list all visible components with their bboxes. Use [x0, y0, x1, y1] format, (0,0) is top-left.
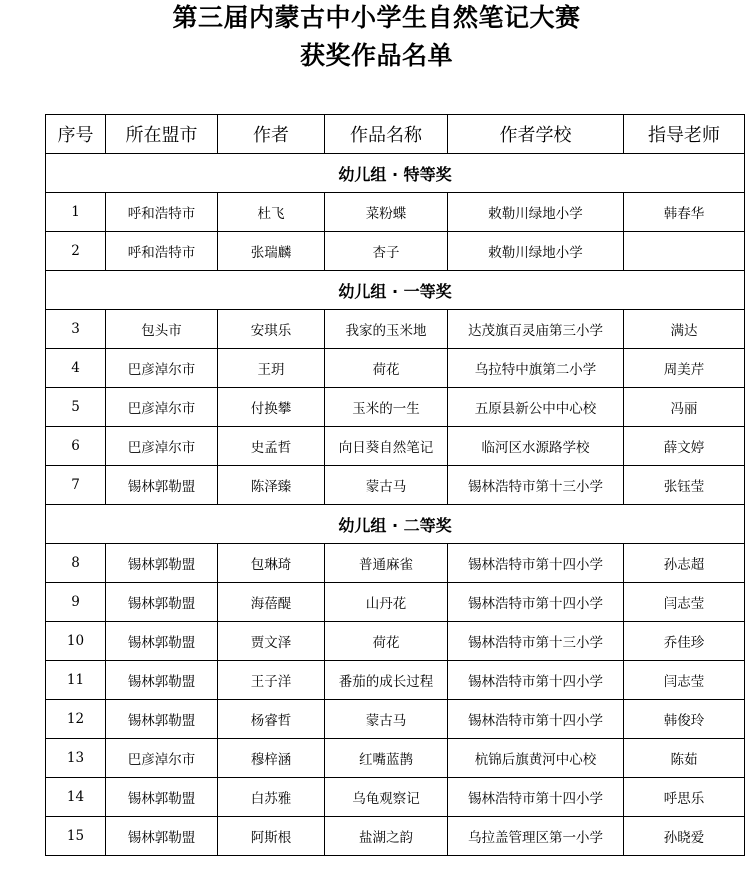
cell-school: 锡林浩特市第十四小学 — [448, 700, 624, 739]
table-row — [46, 193, 745, 232]
cell-author: 王玥 — [218, 349, 325, 388]
cell-index: 15 — [46, 817, 106, 856]
header-cell-index: 序号 — [46, 115, 106, 154]
table-row — [46, 544, 745, 583]
table-row — [46, 778, 745, 817]
cell-author: 穆梓涵 — [218, 739, 325, 778]
table-row — [46, 739, 745, 778]
cell-school: 临河区水源路学校 — [448, 427, 624, 466]
cell-work: 菜粉蝶 — [325, 193, 448, 232]
cell-teacher: 张钰莹 — [624, 466, 745, 505]
cell-school: 五原县新公中中心校 — [448, 388, 624, 427]
table-row — [46, 388, 745, 427]
table-row — [46, 700, 745, 739]
cell-work: 番茄的成长过程 — [325, 661, 448, 700]
cell-school: 锡林浩特市第十四小学 — [448, 661, 624, 700]
cell-work: 盐湖之韵 — [325, 817, 448, 856]
cell-city: 巴彦淖尔市 — [106, 388, 218, 427]
cell-city: 巴彦淖尔市 — [106, 349, 218, 388]
cell-work: 杏子 — [325, 232, 448, 271]
table-row — [46, 661, 745, 700]
cell-author: 贾文泽 — [218, 622, 325, 661]
cell-school: 锡林浩特市第十三小学 — [448, 622, 624, 661]
table-row — [46, 817, 745, 856]
cell-teacher: 乔佳珍 — [624, 622, 745, 661]
cell-teacher: 陈茹 — [624, 739, 745, 778]
cell-author: 史孟哲 — [218, 427, 325, 466]
header-cell-city: 所在盟市 — [106, 115, 218, 154]
cell-city: 呼和浩特市 — [106, 193, 218, 232]
cell-school: 锡林浩特市第十三小学 — [448, 466, 624, 505]
cell-author: 包琳琦 — [218, 544, 325, 583]
cell-index: 7 — [46, 466, 106, 505]
cell-index: 13 — [46, 739, 106, 778]
cell-work: 玉米的一生 — [325, 388, 448, 427]
cell-city: 锡林郭勒盟 — [106, 661, 218, 700]
cell-index: 1 — [46, 193, 106, 232]
table-row — [46, 427, 745, 466]
group-label: 幼儿组 · 特等奖 — [46, 154, 745, 193]
cell-city: 锡林郭勒盟 — [106, 817, 218, 856]
cell-index: 12 — [46, 700, 106, 739]
cell-school: 锡林浩特市第十四小学 — [448, 778, 624, 817]
cell-work: 普通麻雀 — [325, 544, 448, 583]
cell-author: 杨睿哲 — [218, 700, 325, 739]
cell-school: 杭锦后旗黄河中心校 — [448, 739, 624, 778]
cell-index: 5 — [46, 388, 106, 427]
header-cell-author: 作者 — [218, 115, 325, 154]
awards-table — [45, 114, 745, 856]
cell-teacher: 呼思乐 — [624, 778, 745, 817]
cell-author: 杜飞 — [218, 193, 325, 232]
cell-work: 荷花 — [325, 349, 448, 388]
cell-city: 锡林郭勒盟 — [106, 466, 218, 505]
cell-teacher: 韩春华 — [624, 193, 745, 232]
table-row — [46, 349, 745, 388]
cell-teacher: 周美芹 — [624, 349, 745, 388]
cell-city: 锡林郭勒盟 — [106, 544, 218, 583]
cell-index: 10 — [46, 622, 106, 661]
header-cell-teacher: 指导老师 — [624, 115, 745, 154]
cell-city: 巴彦淖尔市 — [106, 739, 218, 778]
cell-work: 山丹花 — [325, 583, 448, 622]
cell-work: 蒙古马 — [325, 466, 448, 505]
cell-teacher: 孙志超 — [624, 544, 745, 583]
cell-index: 2 — [46, 232, 106, 271]
cell-work: 我家的玉米地 — [325, 310, 448, 349]
cell-teacher: 韩俊玲 — [624, 700, 745, 739]
cell-teacher: 闫志莹 — [624, 583, 745, 622]
cell-index: 6 — [46, 427, 106, 466]
cell-school: 锡林浩特市第十四小学 — [448, 583, 624, 622]
document-subtitle: 获奖作品名单 — [299, 41, 453, 70]
cell-index: 9 — [46, 583, 106, 622]
cell-author: 张瑞麟 — [218, 232, 325, 271]
cell-index: 3 — [46, 310, 106, 349]
cell-author: 安琪乐 — [218, 310, 325, 349]
cell-teacher: 冯丽 — [624, 388, 745, 427]
cell-school: 敕勒川绿地小学 — [448, 193, 624, 232]
header-cell-work: 作品名称 — [325, 115, 448, 154]
cell-city: 锡林郭勒盟 — [106, 700, 218, 739]
header-cell-school: 作者学校 — [448, 115, 624, 154]
cell-school: 敕勒川绿地小学 — [448, 232, 624, 271]
header-row — [46, 115, 745, 154]
document-title: 第三届内蒙古中小学生自然笔记大赛 — [172, 3, 581, 32]
group-label: 幼儿组 · 二等奖 — [46, 505, 745, 544]
cell-work: 蒙古马 — [325, 700, 448, 739]
cell-index: 4 — [46, 349, 106, 388]
cell-work: 荷花 — [325, 622, 448, 661]
table-row — [46, 466, 745, 505]
cell-city: 包头市 — [106, 310, 218, 349]
cell-school: 乌拉盖管理区第一小学 — [448, 817, 624, 856]
cell-city: 呼和浩特市 — [106, 232, 218, 271]
group-header-row — [46, 271, 745, 310]
cell-city: 巴彦淖尔市 — [106, 427, 218, 466]
cell-work: 红嘴蓝鹊 — [325, 739, 448, 778]
group-label: 幼儿组 · 一等奖 — [46, 271, 745, 310]
table-row — [46, 232, 745, 271]
cell-teacher: 孙晓爱 — [624, 817, 745, 856]
table-row — [46, 583, 745, 622]
cell-teacher — [624, 232, 745, 271]
cell-index: 11 — [46, 661, 106, 700]
group-header-row — [46, 154, 745, 193]
cell-city: 锡林郭勒盟 — [106, 778, 218, 817]
cell-school: 达茂旗百灵庙第三小学 — [448, 310, 624, 349]
cell-author: 陈泽臻 — [218, 466, 325, 505]
cell-author: 阿斯根 — [218, 817, 325, 856]
cell-school: 锡林浩特市第十四小学 — [448, 544, 624, 583]
table-row — [46, 310, 745, 349]
cell-work: 向日葵自然笔记 — [325, 427, 448, 466]
cell-author: 付换攀 — [218, 388, 325, 427]
cell-teacher: 薛文婷 — [624, 427, 745, 466]
table-body — [46, 154, 745, 856]
cell-work: 乌龟观察记 — [325, 778, 448, 817]
table-row — [46, 622, 745, 661]
cell-city: 锡林郭勒盟 — [106, 622, 218, 661]
group-header-row — [46, 505, 745, 544]
cell-index: 8 — [46, 544, 106, 583]
cell-city: 锡林郭勒盟 — [106, 583, 218, 622]
cell-author: 海蓓醍 — [218, 583, 325, 622]
cell-author: 王子洋 — [218, 661, 325, 700]
cell-teacher: 满达 — [624, 310, 745, 349]
cell-index: 14 — [46, 778, 106, 817]
cell-teacher: 闫志莹 — [624, 661, 745, 700]
cell-author: 白苏雅 — [218, 778, 325, 817]
cell-school: 乌拉特中旗第二小学 — [448, 349, 624, 388]
